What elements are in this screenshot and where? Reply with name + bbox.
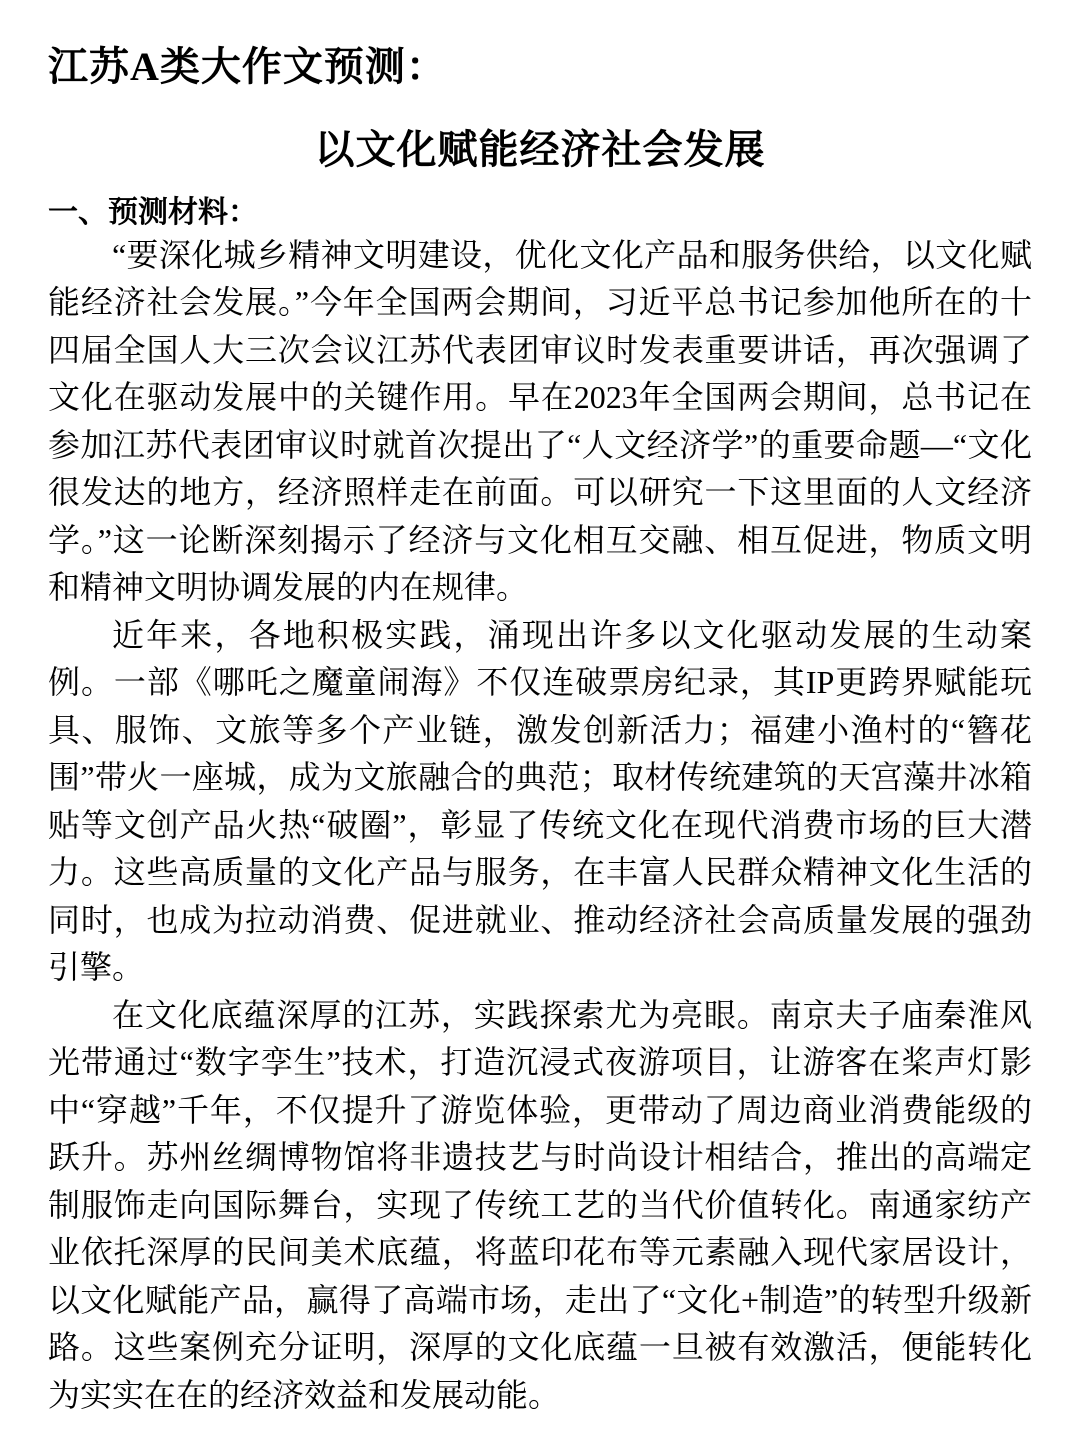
document-title: 以文化赋能经济社会发展 (314, 127, 766, 172)
document-kicker: 江苏A类大作文预测： (48, 44, 447, 89)
paragraph-national-cases: 近年来，各地积极实践，涌现出许多以文化驱动发展的生动案例。一部《哪吒之魔童闹海》不仅连破票房纪录，其IP更跨界赋能玩具、服饰、文旅等多个产业链，激发创新活力；福建小渔村的“簪花围”带火一座城，成为文旅融合的典范；取材传统建筑的天宫藻井冰箱贴等文创产品火热“破圈”，彰显了传统文化在现代消费市场的巨大潜力。这些高质量的文化产品与服务，在丰富人民群众精神文化生活的同时，也成为拉动消费、促进就业、推动经济社会高质量发展的强劲引擎。 (48, 616, 1032, 985)
section-heading-prediction-material: 一、预测材料： (48, 196, 258, 229)
paragraph-jiangsu-practice: 在文化底蕴深厚的江苏，实践探索尤为亮眼。南京夫子庙秦淮风光带通过“数字孪生”技术，打造沉浸式夜游项目，让游客在桨声灯影中“穿越”千年，不仅提升了游览体验，更带动了周边商业消费能级的跃升。苏州丝绸博物馆将非遗技艺与时尚设计相结合，推出的高端定制服饰走向国际舞台，实现了传统工艺的当代价值转化。南通家纺产业依托深厚的民间美术底蕴，将蓝印花布等元素融入现代家居设计，以文化赋能产品，赢得了高端市场，走出了“文化+制造”的转型升级新路。这些案例充分证明，深厚的文化底蕴一旦被有效激活，便能转化为实实在在的经济效益和发展动能。 (48, 996, 1032, 1413)
paragraph-quote-and-background: “要深化城乡精神文明建设，优化文化产品和服务供给，以文化赋能经济社会发展。”今年全国两会期间，习近平总书记参加他所在的十四届全国人大三次会议江苏代表团审议时发表重要讲话，再次强调了文化在驱动发展中的关键作用。早在2023年全国两会期间，总书记在参加江苏代表团审议时就首次提出了“人文经济学”的重要命题—“文化很发达的地方，经济照样走在前面。可以研究一下这里面的人文经济学。”这一论断深刻揭示了经济与文化相互交融、相互促进，物质文明和精神文明协调发展的内在规律。 (48, 236, 1032, 605)
